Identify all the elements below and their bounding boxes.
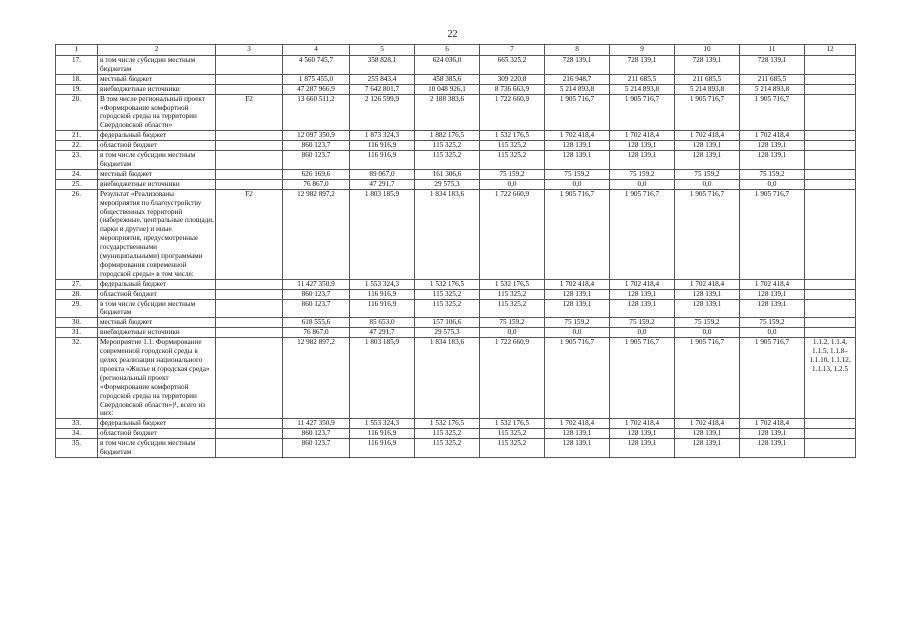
value-cell: 128 139,1: [675, 429, 740, 439]
value-cell: 128 139,1: [675, 299, 740, 318]
row-name: областной бюджет: [98, 429, 216, 439]
value-cell: 128 139,1: [740, 141, 805, 151]
value-cell: 116 916,9: [350, 289, 415, 299]
value-cell: 12 982 897,2: [283, 189, 350, 279]
table-row: [56, 318, 856, 328]
value-cell: 161 306,6: [415, 169, 480, 179]
value-cell: 128 139,1: [675, 289, 740, 299]
value-cell: 47 291,7: [350, 179, 415, 189]
table-row: [56, 419, 856, 429]
value-cell: 1 702 418,4: [545, 419, 610, 429]
value-cell: 860 123,7: [283, 299, 350, 318]
row-code: [216, 338, 283, 419]
row-name: В том числе региональный проект «Формирование комфортной городской среды на территории Свердловской области»: [98, 94, 216, 131]
value-cell: 211 685,5: [740, 74, 805, 84]
row-target: [805, 74, 856, 84]
row-number: 29.: [56, 299, 98, 318]
row-code: [216, 141, 283, 151]
value-cell: 1 702 418,4: [545, 131, 610, 141]
column-header: 10: [675, 45, 740, 56]
value-cell: 75 159,2: [610, 318, 675, 328]
value-cell: 10 048 926,1: [415, 84, 480, 94]
value-cell: 0,0: [675, 179, 740, 189]
row-target: [805, 299, 856, 318]
row-code: [216, 74, 283, 84]
row-name: Мероприятие 1.1. Формирование современной городской среды в целях реализации национального проекта «Жилье и городская среда» (региональный проект «Формирование комфортной городской среды на территории Свердловской области»)¹, всего из них:: [98, 338, 216, 419]
value-cell: 115 325,2: [415, 289, 480, 299]
value-cell: 860 123,7: [283, 289, 350, 299]
table-row: [56, 429, 856, 439]
value-cell: 860 123,7: [283, 429, 350, 439]
column-header: 12: [805, 45, 856, 56]
value-cell: 1 905 716,7: [740, 94, 805, 131]
row-code: [216, 279, 283, 289]
value-cell: 128 139,1: [545, 299, 610, 318]
row-number: 31.: [56, 328, 98, 338]
row-target: [805, 289, 856, 299]
row-number: 22.: [56, 141, 98, 151]
value-cell: 1 905 716,7: [740, 338, 805, 419]
value-cell: 128 139,1: [610, 299, 675, 318]
value-cell: 1 702 418,4: [675, 131, 740, 141]
row-name: местный бюджет: [98, 169, 216, 179]
value-cell: 1 553 324,3: [350, 419, 415, 429]
value-cell: 1 875 455,0: [283, 74, 350, 84]
value-cell: 618 555,6: [283, 318, 350, 328]
value-cell: 128 139,1: [545, 151, 610, 170]
value-cell: 1 702 418,4: [675, 279, 740, 289]
row-name: внебюджетные источники: [98, 179, 216, 189]
value-cell: 728 139,1: [610, 56, 675, 75]
value-cell: 75 159,2: [740, 318, 805, 328]
value-cell: 5 214 893,8: [740, 84, 805, 94]
value-cell: 1 532 176,5: [415, 279, 480, 289]
value-cell: 128 139,1: [740, 429, 805, 439]
value-cell: 1 905 716,7: [610, 94, 675, 131]
value-cell: 115 325,2: [480, 299, 545, 318]
value-cell: 13 660 511,2: [283, 94, 350, 131]
value-cell: 860 123,7: [283, 439, 350, 458]
value-cell: 1 905 716,7: [545, 338, 610, 419]
value-cell: 115 325,2: [415, 439, 480, 458]
table-row: [56, 151, 856, 170]
row-target: [805, 141, 856, 151]
row-code: [216, 179, 283, 189]
row-target: [805, 151, 856, 170]
value-cell: 1 702 418,4: [740, 131, 805, 141]
row-number: 18.: [56, 74, 98, 84]
value-cell: 1 803 185,9: [350, 338, 415, 419]
value-cell: 115 325,2: [480, 289, 545, 299]
value-cell: 128 139,1: [740, 439, 805, 458]
value-cell: 1 702 418,4: [545, 279, 610, 289]
value-cell: 1 702 418,4: [675, 419, 740, 429]
value-cell: 1 905 716,7: [610, 189, 675, 279]
row-name: федеральный бюджет: [98, 131, 216, 141]
value-cell: 211 685,5: [675, 74, 740, 84]
row-code: [216, 56, 283, 75]
value-cell: 2 188 383,6: [415, 94, 480, 131]
value-cell: 116 916,9: [350, 141, 415, 151]
value-cell: 624 036,0: [415, 56, 480, 75]
value-cell: 5 214 893,8: [675, 84, 740, 94]
column-header: 6: [415, 45, 480, 56]
value-cell: 358 828,1: [350, 56, 415, 75]
value-cell: 116 916,9: [350, 439, 415, 458]
row-number: 27.: [56, 279, 98, 289]
value-cell: 0,0: [480, 328, 545, 338]
value-cell: 1 702 418,4: [740, 419, 805, 429]
row-code: F2: [216, 94, 283, 131]
value-cell: 11 427 350,9: [283, 419, 350, 429]
value-cell: 128 139,1: [610, 429, 675, 439]
value-cell: 29 575,3: [415, 179, 480, 189]
row-code: [216, 151, 283, 170]
value-cell: 1 532 176,5: [480, 419, 545, 429]
value-cell: 1 532 176,5: [415, 419, 480, 429]
value-cell: 128 139,1: [545, 439, 610, 458]
table-row: [56, 439, 856, 458]
row-name: федеральный бюджет: [98, 279, 216, 289]
row-name: в том числе субсидии местным бюджетам: [98, 439, 216, 458]
row-number: 19.: [56, 84, 98, 94]
row-target: [805, 429, 856, 439]
row-target: [805, 279, 856, 289]
value-cell: 128 139,1: [740, 289, 805, 299]
value-cell: 1 532 176,5: [480, 279, 545, 289]
value-cell: 115 325,2: [480, 439, 545, 458]
row-code: [216, 429, 283, 439]
table-row: [56, 94, 856, 131]
header-row: [56, 45, 856, 56]
value-cell: 8 736 663,9: [480, 84, 545, 94]
value-cell: 0,0: [610, 179, 675, 189]
row-target: [805, 56, 856, 75]
row-target: [805, 318, 856, 328]
row-name: областной бюджет: [98, 289, 216, 299]
column-header: 2: [98, 45, 216, 56]
value-cell: 1 905 716,7: [610, 338, 675, 419]
value-cell: 1 722 660,9: [480, 189, 545, 279]
value-cell: 75 159,2: [545, 169, 610, 179]
table-row: [56, 279, 856, 289]
column-header: 9: [610, 45, 675, 56]
value-cell: 128 139,1: [545, 289, 610, 299]
value-cell: 626 169,6: [283, 169, 350, 179]
table-row: [56, 189, 856, 279]
value-cell: 1 882 176,5: [415, 131, 480, 141]
value-cell: 75 159,2: [675, 318, 740, 328]
value-cell: 128 139,1: [740, 151, 805, 170]
value-cell: 0,0: [610, 328, 675, 338]
row-code: [216, 84, 283, 94]
value-cell: 5 214 893,8: [545, 84, 610, 94]
row-name: областной бюджет: [98, 141, 216, 151]
value-cell: 128 139,1: [610, 151, 675, 170]
value-cell: 1 702 418,4: [610, 419, 675, 429]
value-cell: 1 905 716,7: [740, 189, 805, 279]
value-cell: 75 159,2: [740, 169, 805, 179]
row-target: [805, 169, 856, 179]
value-cell: 728 139,1: [545, 56, 610, 75]
row-number: 28.: [56, 289, 98, 299]
value-cell: 29 575,3: [415, 328, 480, 338]
row-number: 25.: [56, 179, 98, 189]
value-cell: 75 159,2: [610, 169, 675, 179]
value-cell: 309 220,8: [480, 74, 545, 84]
value-cell: 128 139,1: [610, 289, 675, 299]
table-row: [56, 141, 856, 151]
row-name: местный бюджет: [98, 318, 216, 328]
row-number: 21.: [56, 131, 98, 141]
value-cell: 75 159,2: [545, 318, 610, 328]
value-cell: 0,0: [545, 179, 610, 189]
value-cell: 216 948,7: [545, 74, 610, 84]
column-header: 7: [480, 45, 545, 56]
value-cell: 255 843,4: [350, 74, 415, 84]
row-name: в том числе субсидии местным бюджетам: [98, 299, 216, 318]
value-cell: 115 325,2: [480, 141, 545, 151]
row-code: [216, 131, 283, 141]
row-target: [805, 328, 856, 338]
value-cell: 1 905 716,7: [675, 338, 740, 419]
value-cell: 76 867,0: [283, 179, 350, 189]
value-cell: 665 325,2: [480, 56, 545, 75]
value-cell: 7 642 801,7: [350, 84, 415, 94]
row-number: 23.: [56, 151, 98, 170]
value-cell: 1 702 418,4: [740, 279, 805, 289]
value-cell: 1 905 716,7: [675, 94, 740, 131]
row-number: 35.: [56, 439, 98, 458]
value-cell: 1 834 183,6: [415, 189, 480, 279]
value-cell: 116 916,9: [350, 429, 415, 439]
value-cell: 860 123,7: [283, 141, 350, 151]
value-cell: 116 916,9: [350, 151, 415, 170]
value-cell: 1 702 418,4: [610, 131, 675, 141]
value-cell: 128 139,1: [675, 151, 740, 170]
row-target: [805, 179, 856, 189]
row-target: [805, 94, 856, 131]
table-row: [56, 299, 856, 318]
value-cell: 115 325,2: [415, 299, 480, 318]
row-code: [216, 169, 283, 179]
value-cell: 0,0: [480, 179, 545, 189]
row-name: внебюджетные источники: [98, 84, 216, 94]
budget-table: [55, 44, 856, 458]
value-cell: 211 685,5: [610, 74, 675, 84]
row-target: [805, 131, 856, 141]
value-cell: 12 097 350,9: [283, 131, 350, 141]
value-cell: 128 139,1: [545, 429, 610, 439]
row-number: 20.: [56, 94, 98, 131]
value-cell: 128 139,1: [610, 439, 675, 458]
value-cell: 0,0: [740, 328, 805, 338]
value-cell: 728 139,1: [675, 56, 740, 75]
value-cell: 128 139,1: [610, 141, 675, 151]
row-number: 33.: [56, 419, 98, 429]
row-code: [216, 318, 283, 328]
row-number: 17.: [56, 56, 98, 75]
value-cell: 1 905 716,7: [675, 189, 740, 279]
column-header: 1: [56, 45, 98, 56]
row-number: 24.: [56, 169, 98, 179]
row-code: [216, 328, 283, 338]
row-code: F2: [216, 189, 283, 279]
value-cell: 75 159,2: [480, 169, 545, 179]
value-cell: 0,0: [675, 328, 740, 338]
value-cell: 0,0: [740, 179, 805, 189]
value-cell: 47 291,7: [350, 328, 415, 338]
table-row: [56, 328, 856, 338]
column-header: 4: [283, 45, 350, 56]
value-cell: 1 702 418,4: [610, 279, 675, 289]
value-cell: 157 106,6: [415, 318, 480, 328]
column-header: 3: [216, 45, 283, 56]
value-cell: 128 139,1: [675, 439, 740, 458]
table-row: [56, 169, 856, 179]
column-header: 8: [545, 45, 610, 56]
row-number: 34.: [56, 429, 98, 439]
row-code: [216, 299, 283, 318]
row-code: [216, 289, 283, 299]
value-cell: 1 905 716,7: [545, 189, 610, 279]
row-number: 32.: [56, 338, 98, 419]
column-header: 11: [740, 45, 805, 56]
value-cell: 1 905 716,7: [545, 94, 610, 131]
value-cell: 115 325,2: [415, 151, 480, 170]
table-row: [56, 179, 856, 189]
value-cell: 128 139,1: [675, 141, 740, 151]
table-row: [56, 338, 856, 419]
value-cell: 75 159,2: [480, 318, 545, 328]
table-row: [56, 74, 856, 84]
row-name: внебюджетные источники: [98, 328, 216, 338]
row-target: [805, 439, 856, 458]
value-cell: 115 325,2: [415, 429, 480, 439]
value-cell: 1 834 183,6: [415, 338, 480, 419]
row-code: [216, 439, 283, 458]
row-name: Результат «Реализованы мероприятия по благоустройству общественных территорий (набережные, центральные площади, парки и другие) и иные мероприятия, предусмотренные государственными (муниципальными) программами формирования современной городской среды» в том числе:: [98, 189, 216, 279]
value-cell: 4 560 745,7: [283, 56, 350, 75]
value-cell: 115 325,2: [480, 429, 545, 439]
table-row: [56, 131, 856, 141]
value-cell: 85 653,0: [350, 318, 415, 328]
table-body: [56, 56, 856, 458]
value-cell: 5 214 893,8: [610, 84, 675, 94]
value-cell: 47 287 966,9: [283, 84, 350, 94]
value-cell: 1 722 660,9: [480, 338, 545, 419]
table-row: [56, 84, 856, 94]
column-header: 5: [350, 45, 415, 56]
value-cell: 1 553 324,3: [350, 279, 415, 289]
row-target: 1.1.2, 1.1.4, 1.1.5, 1.1.8–1.1.10, 1.1.12, 1.1.13, 1.2.5: [805, 338, 856, 419]
row-target: [805, 189, 856, 279]
value-cell: 728 139,1: [740, 56, 805, 75]
value-cell: 860 123,7: [283, 151, 350, 170]
row-name: в том числе субсидии местным бюджетам: [98, 151, 216, 170]
value-cell: 0,0: [545, 328, 610, 338]
value-cell: 89 067,0: [350, 169, 415, 179]
value-cell: 116 916,9: [350, 299, 415, 318]
value-cell: 1 532 176,5: [480, 131, 545, 141]
value-cell: 75 159,2: [675, 169, 740, 179]
row-target: [805, 84, 856, 94]
value-cell: 1 873 324,3: [350, 131, 415, 141]
row-number: 30.: [56, 318, 98, 328]
value-cell: 12 982 897,2: [283, 338, 350, 419]
value-cell: 11 427 350,9: [283, 279, 350, 289]
table-row: [56, 56, 856, 75]
value-cell: 128 139,1: [740, 299, 805, 318]
value-cell: 115 325,2: [415, 141, 480, 151]
value-cell: 76 867,0: [283, 328, 350, 338]
row-target: [805, 419, 856, 429]
row-code: [216, 419, 283, 429]
row-name: в том числе субсидии местным бюджетам: [98, 56, 216, 75]
value-cell: 1 722 660,9: [480, 94, 545, 131]
table-row: [56, 289, 856, 299]
value-cell: 1 803 185,9: [350, 189, 415, 279]
value-cell: 458 385,6: [415, 74, 480, 84]
row-name: местный бюджет: [98, 74, 216, 84]
value-cell: 2 126 599,9: [350, 94, 415, 131]
value-cell: 128 139,1: [545, 141, 610, 151]
row-number: 26.: [56, 189, 98, 279]
row-name: федеральный бюджет: [98, 419, 216, 429]
page-number: 22: [447, 29, 458, 40]
value-cell: 115 325,2: [480, 151, 545, 170]
